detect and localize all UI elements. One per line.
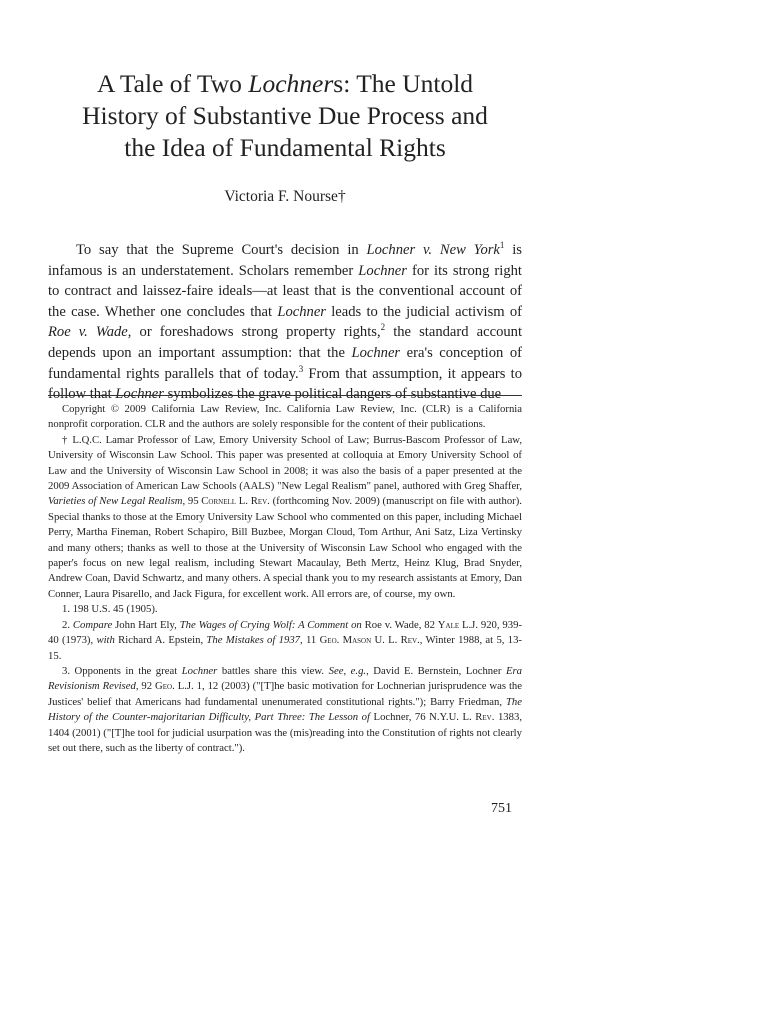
title-line2: History of Substantive Due Process and: [82, 101, 488, 130]
footnote-number: 3.: [62, 664, 71, 677]
title-line3: the Idea of Fundamental Rights: [124, 133, 446, 162]
author-dagger-mark: †: [337, 188, 346, 205]
title-italic-lochner: Lochner: [248, 69, 334, 98]
footnote-ref-2[interactable]: 2: [380, 322, 386, 333]
footnote-3: 3. Opponents in the great Lochner battles share this view. See, e.g., David E. Bernstein, Lochner Era Revisionism Revised, 92 Geo. L.J. 1, 12 (2003) ("[T]he basic motivation for Lochnerian jurisprudence was the Justices' belief that Americans had fundamental unenumerated constitutional rights."); Barry Friedman, The History of the Counter-majoritarian Difficulty, Part Three: The Lesson of Lochner, 76 N.Y.U. L. Rev. 1383, 1404 (2001) ("[T]he tool for judicial usurpation was the (mis)reading into the Constitution of rights not clearly set out there, such as the liberty of contract.").: [48, 664, 523, 754]
footnotes: [48, 402, 522, 756]
author-name: Victoria F. Nourse†: [224, 188, 346, 205]
footnote-dagger: † L.Q.C. Lamar Professor of Law, Emory University School of Law; Burrus-Bascom Professor of Law, University of Wisconsin Law School. This paper was presented at colloquia at Emory University School of Law and the University of Wisconsin Law School in 2008; it was also the basis of a paper presented at the 2009 Association of American Law Schools (AALS) "New Legal Realism" panel, authored with Greg Shaffer, Varieties of New Legal Realism, 95 Cornell L. Rev. (forthcoming Nov. 2009) (manuscript on file with author). Special thanks to those at the Emory University Law School who commented on this paper, including Michael Perry, Martha Fineman, Robert Schapiro, Bill Buzbee, Morgan Cloud, Tom Arthur, Ani Satz, Liza Vertinsky and many others; thanks as well to those at the University of Wisconsin Law School who engaged with the paper's focus on new legal realism, including Stewart Macaulay, Beth Mertz, Heinz Klug, Brad Snyder, Andrew Coan, David Schwartz, and many others. A special thank you to my research assistants at Emory, Dan Conner, Laura Pisarello, and Jack Figura, for excellent work. All errors are, of course, my own.: [48, 433, 523, 600]
title-line1: A Tale of Two Lochners: The Untold: [96, 69, 474, 98]
page-number: 751: [491, 801, 512, 816]
body-paragraph: To say that the Supreme Court's decision in Lochner v. New York$^1$ is infamous is an understatement. Scholars remember Lochner for its strong right to contract and laissez-faire ideals—at least that is the conventional account of the case. Whether one concludes that Lochner leads to the judicial activism of Roe v. Wade, or foreshadows strong property rights,$^2$ the standard account depends upon an important assumption: that the Lochner era's conception of fundamental rights parallels that of today.$^3$ From that assumption, it appears to follow that Lochner symbolizes the grave political dangers of substantive due: [48, 240, 523, 403]
copyright-note: Copyright © 2009 California Law Review, Inc. California Law Review, Inc. (CLR) is a California nonprofit corporation. CLR and the authors are solely responsible for the content of their publications.: [48, 403, 522, 431]
footnote-2: 2. Compare John Hart Ely, The Wages of Crying Wolf: A Comment on Roe v. Wade, 82 Yale L.J. 920, 939-40 (1973), with Richard A. Epstein, The Mistakes of 1937, 11 Geo. Mason U. L. Rev., Winter 1988, at 5, 13-15.: [48, 618, 523, 662]
footnote-1: 1. 198 U.S. 45 (1905).: [62, 603, 158, 616]
footnote-number: 1.: [62, 603, 71, 616]
footnote-ref-1[interactable]: 1: [499, 240, 505, 251]
footnote-ref-3[interactable]: 3: [298, 363, 304, 374]
footnote-number: 2.: [62, 618, 71, 631]
footnote-divider: [48, 395, 522, 396]
article-title: [40, 68, 530, 164]
dagger-mark: †: [62, 433, 69, 446]
